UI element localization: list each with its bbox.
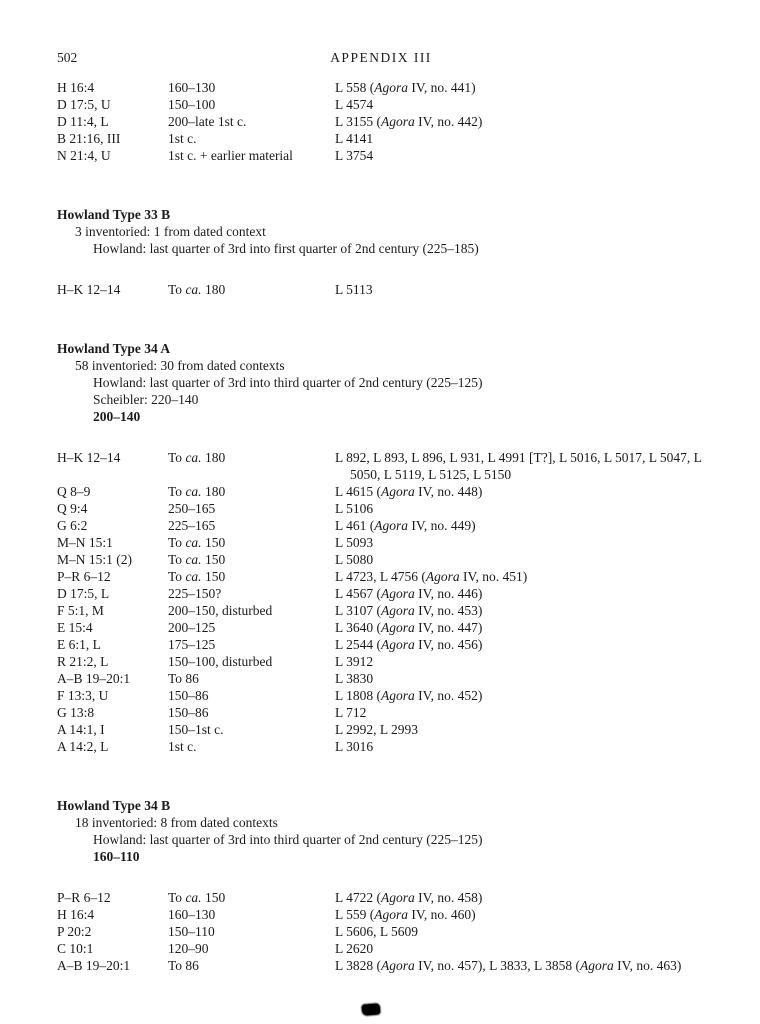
table-row <box>57 517 705 534</box>
context-date: 175–125 <box>168 637 216 652</box>
lamp-inventory-numbers: L 3016 <box>335 739 374 754</box>
context-date: 200–150, disturbed <box>168 603 273 618</box>
lamp-inventory-numbers: L 5106 <box>335 501 374 516</box>
section-title: Howland Type 33 B <box>57 207 171 222</box>
lamp-inventory-numbers: L 3640 (Agora IV, no. 447) <box>335 620 483 635</box>
running-title: APPENDIX III <box>330 50 432 65</box>
context-date: 150–1st c. <box>168 722 224 737</box>
lamp-inventory-numbers: L 5113 <box>335 282 373 297</box>
lamp-inventory-numbers: L 5606, L 5609 <box>335 924 418 939</box>
context-date: 160–130 <box>168 80 216 95</box>
lamp-inventory-numbers: L 3828 (Agora IV, no. 457), L 3833, L 3858 (Agora IV, no. 463) <box>335 958 682 973</box>
lamp-inventory-numbers: L 3107 (Agora IV, no. 453) <box>335 603 483 618</box>
dating-note: Howland: last quarter of 3rd into third quarter of 2nd century (225–125) <box>93 375 483 390</box>
table-row <box>57 636 705 653</box>
table-row <box>57 96 705 113</box>
table-row <box>57 923 705 940</box>
table-row <box>57 670 705 687</box>
lamp-inventory-numbers: L 3155 (Agora IV, no. 442) <box>335 114 483 129</box>
lamp-inventory-numbers: L 559 (Agora IV, no. 460) <box>335 907 476 922</box>
lamp-inventory-numbers: L 3754 <box>335 148 374 163</box>
context-date: 150–86 <box>168 688 209 703</box>
deposit-grid-reference: G 6:2 <box>57 518 88 533</box>
lamp-inventory-numbers: L 558 (Agora IV, no. 441) <box>335 80 476 95</box>
lamp-inventory-numbers: L 712 <box>335 705 367 720</box>
table-row <box>57 889 705 906</box>
context-date: 150–86 <box>168 705 209 720</box>
table-row <box>57 130 705 147</box>
table-row <box>57 721 705 738</box>
lamp-inventory-numbers: L 5093 <box>335 535 374 550</box>
deposit-grid-reference: P–R 6–12 <box>57 890 111 905</box>
page-header <box>57 49 705 66</box>
context-date: 1st c. <box>168 131 197 146</box>
context-date: 1st c. + earlier material <box>168 148 293 163</box>
deposit-grid-reference: M–N 15:1 (2) <box>57 552 132 567</box>
context-date: To ca. 150 <box>168 569 226 584</box>
deposit-grid-reference: A 14:1, I <box>57 722 105 737</box>
deposit-grid-reference: Q 8–9 <box>57 484 91 499</box>
deposit-grid-reference: H–K 12–14 <box>57 282 121 297</box>
deposit-grid-reference: A 14:2, L <box>57 739 109 754</box>
continuation-table-slot <box>57 79 705 164</box>
lamp-inventory-numbers: L 4722 (Agora IV, no. 458) <box>335 890 483 905</box>
deposit-grid-reference: H 16:4 <box>57 80 95 95</box>
lamp-inventory-numbers: L 3912 <box>335 654 374 669</box>
context-date: 225–165 <box>168 518 216 533</box>
table-row <box>57 940 705 957</box>
context-date: 150–110 <box>168 924 215 939</box>
lamp-inventory-numbers: L 4567 (Agora IV, no. 446) <box>335 586 483 601</box>
lamp-inventory-numbers: L 4574 <box>335 97 374 112</box>
table-row <box>57 551 705 568</box>
context-date: 150–100 <box>168 97 216 112</box>
deposit-grid-reference: D 17:5, L <box>57 586 110 601</box>
dating-note: Howland: last quarter of 3rd into first quarter of 2nd century (225–185) <box>93 241 479 256</box>
table-row <box>57 534 705 551</box>
context-date: 120–90 <box>168 941 209 956</box>
table-row <box>57 906 705 923</box>
lamp-inventory-numbers: L 2544 (Agora IV, no. 456) <box>335 637 483 652</box>
lamp-inventory-numbers: L 5080 <box>335 552 374 567</box>
deposit-grid-reference: P–R 6–12 <box>57 569 111 584</box>
deposit-grid-reference: H 16:4 <box>57 907 95 922</box>
deposit-grid-reference: F 5:1, M <box>57 603 104 618</box>
section-deposit-table <box>57 281 705 298</box>
howland-type-section <box>57 206 705 298</box>
table-row <box>57 79 705 96</box>
deposit-grid-reference: A–B 19–20:1 <box>57 671 131 686</box>
context-date: 250–165 <box>168 501 216 516</box>
inventory-summary: 18 inventoried: 8 from dated contexts <box>75 815 278 830</box>
deposit-grid-reference: G 13:8 <box>57 705 95 720</box>
inventory-summary: 58 inventoried: 30 from dated contexts <box>75 358 285 373</box>
lamp-inventory-numbers: L 1808 (Agora IV, no. 452) <box>335 688 483 703</box>
table-row <box>57 653 705 670</box>
context-date: 225–150? <box>168 586 222 601</box>
lamp-inventory-numbers: L 4141 <box>335 131 374 146</box>
deposit-grid-reference: H–K 12–14 <box>57 450 121 465</box>
context-date: To 86 <box>168 958 199 973</box>
table-row <box>57 568 705 585</box>
table-row <box>57 585 705 602</box>
context-date: To ca. 150 <box>168 552 226 567</box>
lamp-inventory-numbers: L 892, L 893, L 896, L 931, L 4991 [T?], L 5016, L 5017, L 5047, L 5050, L 5119, L 5125, L 5150 <box>335 450 702 482</box>
context-date: To ca. 180 <box>168 282 226 297</box>
table-row <box>57 704 705 721</box>
context-date: To 86 <box>168 671 199 686</box>
deposit-grid-reference: M–N 15:1 <box>57 535 113 550</box>
table-row <box>57 147 705 164</box>
deposit-grid-reference: D 17:5, U <box>57 97 111 112</box>
deposit-grid-reference: B 21:16, III <box>57 131 121 146</box>
continuation-table <box>57 79 705 164</box>
page-number: 502 <box>57 50 78 65</box>
inventory-summary: 3 inventoried: 1 from dated context <box>75 224 266 239</box>
context-date: To ca. 180 <box>168 450 226 465</box>
table-row <box>57 281 705 298</box>
table-row <box>57 500 705 517</box>
section-title: Howland Type 34 A <box>57 341 171 356</box>
deposit-grid-reference: Q 9:4 <box>57 501 88 516</box>
deposit-grid-reference: P 20:2 <box>57 924 92 939</box>
section-deposit-table <box>57 449 705 755</box>
table-row <box>57 449 705 483</box>
table-row <box>57 957 705 974</box>
ink-smudge-artifact <box>362 1003 381 1016</box>
context-date: 150–100, disturbed <box>168 654 273 669</box>
lamp-inventory-numbers: L 4723, L 4756 (Agora IV, no. 451) <box>335 569 528 584</box>
lamp-inventory-numbers: L 461 (Agora IV, no. 449) <box>335 518 476 533</box>
lamp-inventory-numbers: L 2992, L 2993 <box>335 722 418 737</box>
dating-note: Scheibler: 220–140 <box>93 392 199 407</box>
table-row <box>57 738 705 755</box>
section-title: Howland Type 34 B <box>57 798 171 813</box>
deposit-grid-reference: E 15:4 <box>57 620 93 635</box>
deposit-grid-reference: E 6:1, L <box>57 637 101 652</box>
howland-type-section <box>57 340 705 755</box>
context-date: To ca. 150 <box>168 535 226 550</box>
assigned-date-range: 160–110 <box>93 849 140 864</box>
table-row <box>57 483 705 500</box>
deposit-grid-reference: N 21:4, U <box>57 148 111 163</box>
assigned-date-range: 200–140 <box>93 409 141 424</box>
table-row <box>57 687 705 704</box>
context-date: To ca. 150 <box>168 890 226 905</box>
lamp-inventory-numbers: L 3830 <box>335 671 374 686</box>
context-date: To ca. 180 <box>168 484 226 499</box>
context-date: 1st c. <box>168 739 197 754</box>
sections-root <box>57 206 705 974</box>
dating-note: Howland: last quarter of 3rd into third quarter of 2nd century (225–125) <box>93 832 483 847</box>
deposit-grid-reference: R 21:2, L <box>57 654 109 669</box>
context-date: 160–130 <box>168 907 216 922</box>
howland-type-section <box>57 797 705 974</box>
context-date: 200–125 <box>168 620 216 635</box>
table-row <box>57 113 705 130</box>
lamp-inventory-numbers: L 4615 (Agora IV, no. 448) <box>335 484 483 499</box>
table-row <box>57 619 705 636</box>
context-date: 200–late 1st c. <box>168 114 247 129</box>
deposit-grid-reference: D 11:4, L <box>57 114 109 129</box>
deposit-grid-reference: F 13:3, U <box>57 688 109 703</box>
deposit-grid-reference: C 10:1 <box>57 941 94 956</box>
section-deposit-table <box>57 889 705 974</box>
table-row <box>57 602 705 619</box>
lamp-inventory-numbers: L 2620 <box>335 941 374 956</box>
deposit-grid-reference: A–B 19–20:1 <box>57 958 131 973</box>
